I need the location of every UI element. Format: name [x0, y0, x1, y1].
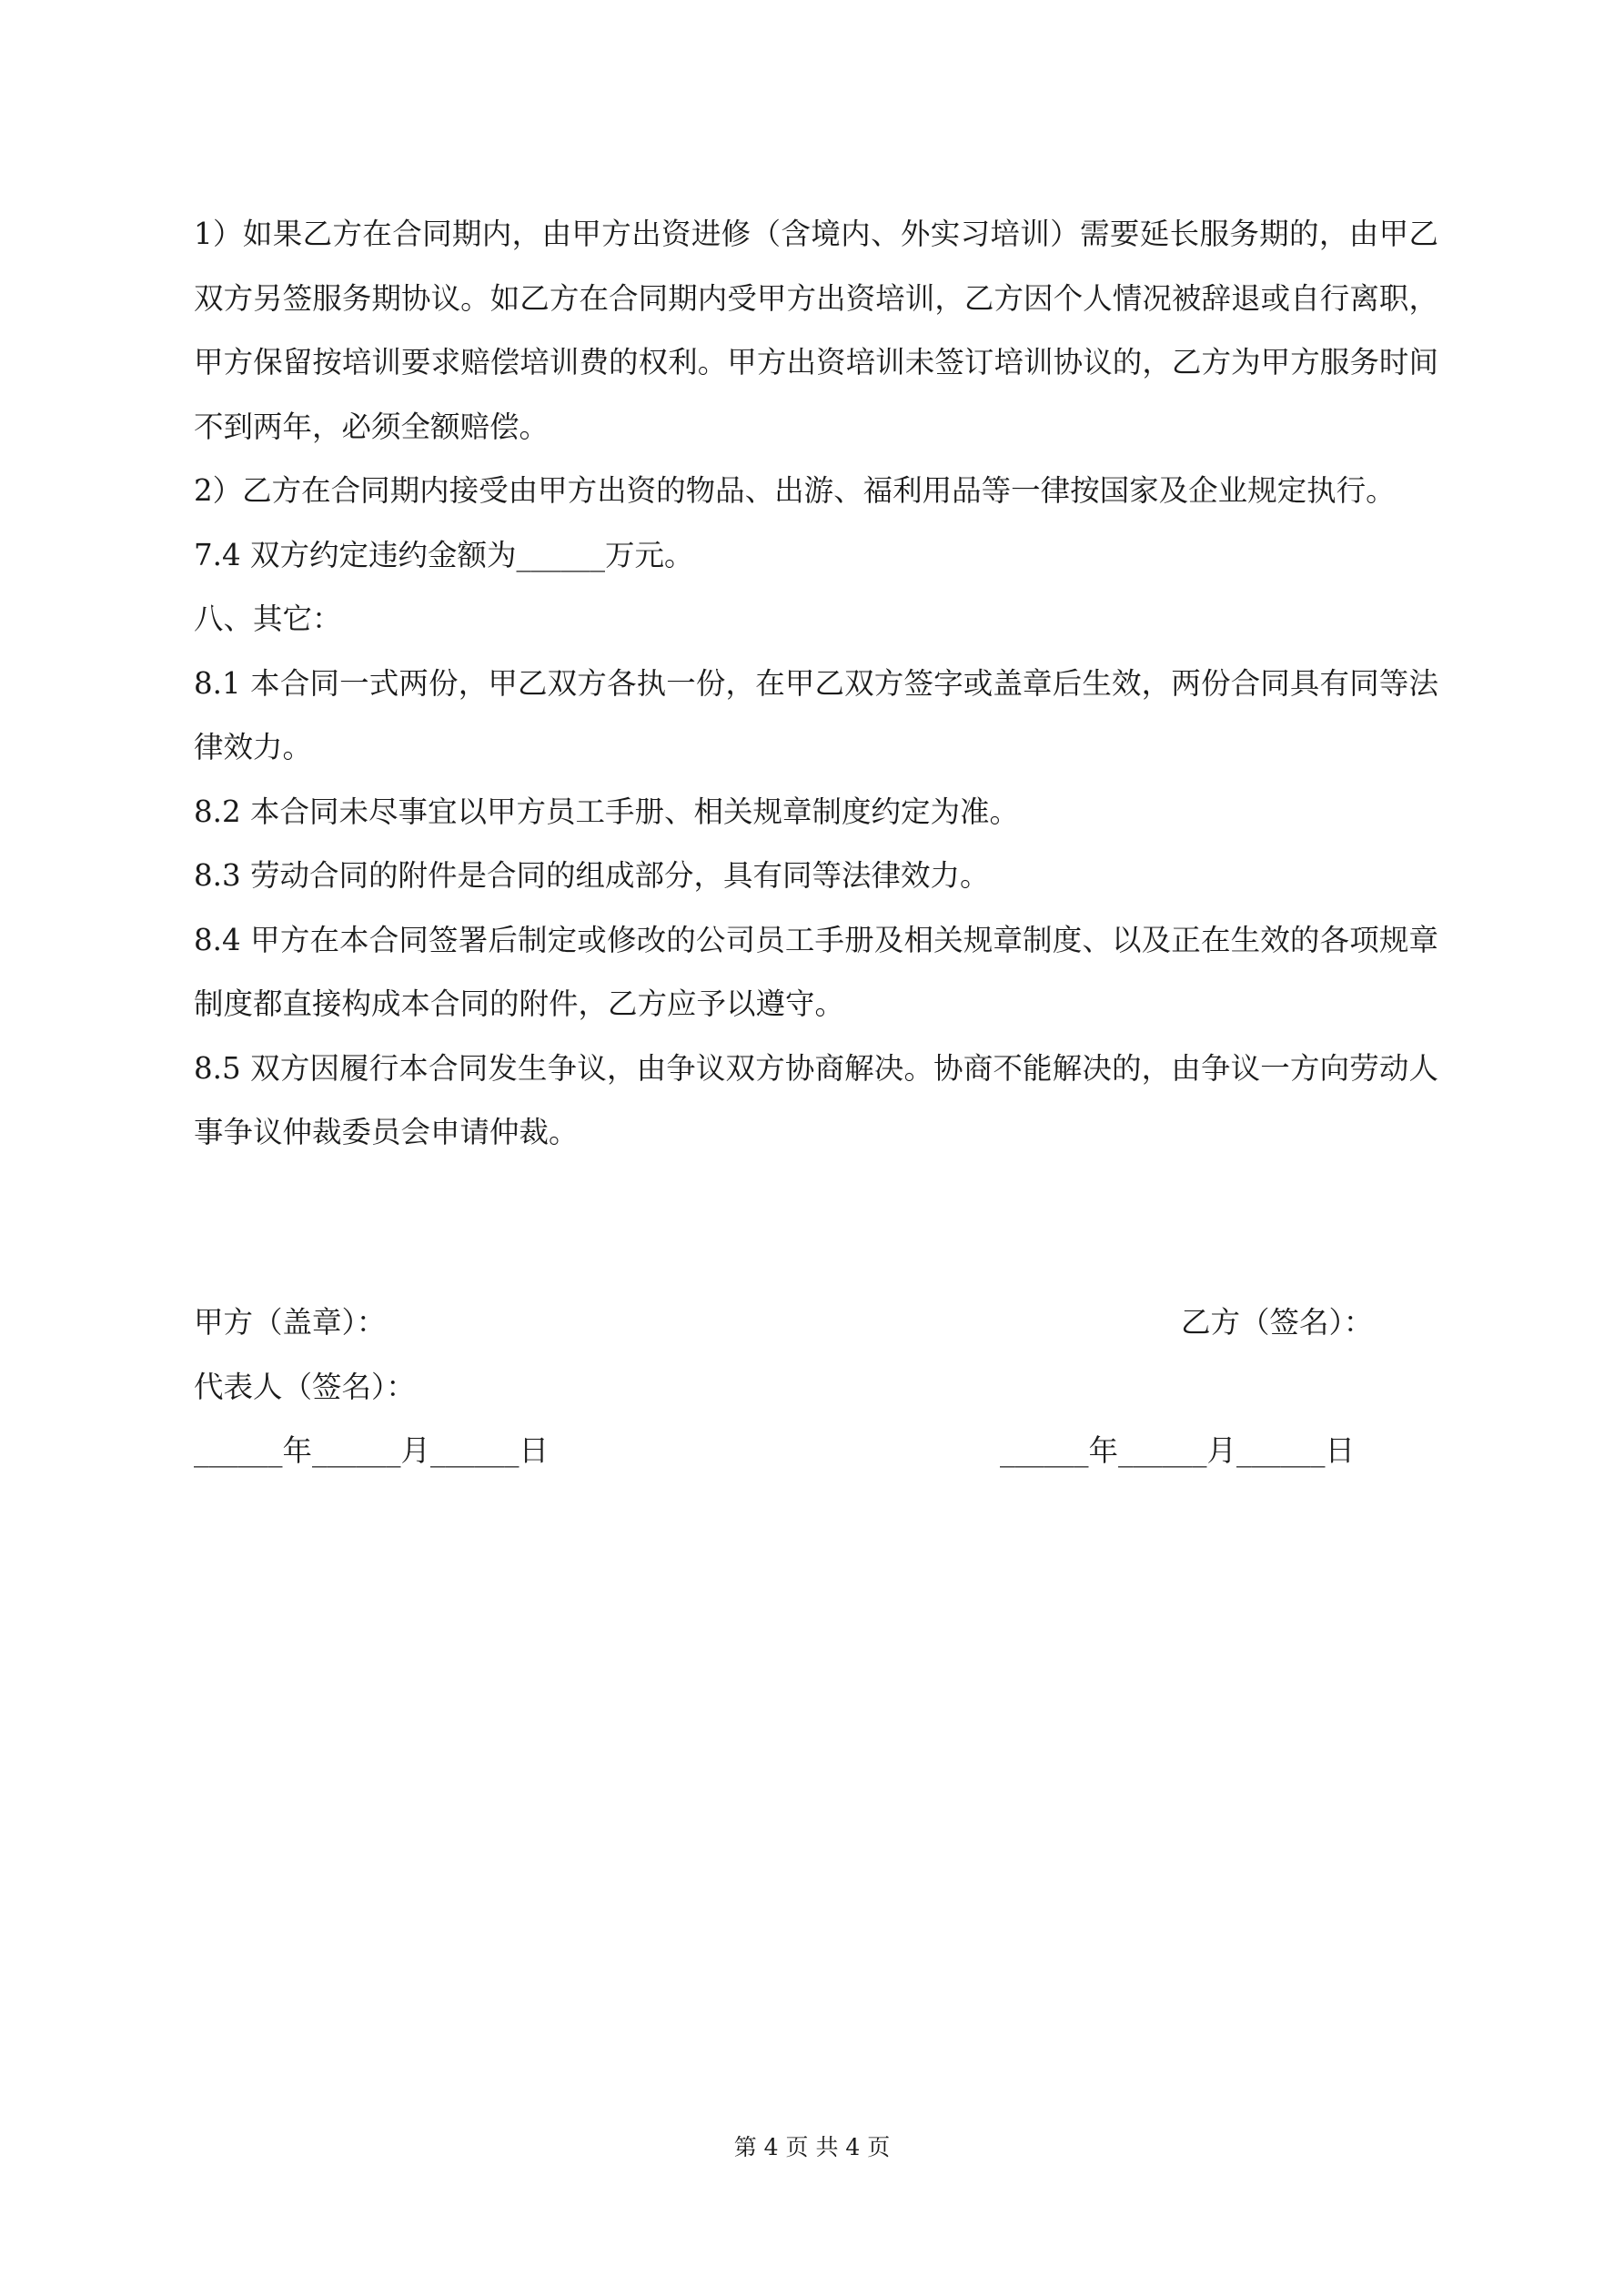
clause-benefits: 2）乙方在合同期内接受由甲方出资的物品、出游、福利用品等一律按国家及企业规定执行。 [194, 473, 1396, 508]
signature-row-representative [194, 1355, 1438, 1420]
clause-8-3: 8.3 劳动合同的附件是合同的组成部分，具有同等法律效力。 [194, 858, 990, 893]
clause-training-compensation: 1）如果乙方在合同期内，由甲方出资进修（含境内、外实习培训）需要延长服务期的，由甲乙双方另签服务期协议。如乙方在合同期内受甲方出资培训，乙方因个人情况被辞退或自行离职，甲方保留按培训要求赔偿培训费的权利。甲方出资培训未签订培训协议的，乙方为甲方服务时间不到两年，必须全额赔偿。 [194, 217, 1438, 444]
clause-8-4: 8.4 甲方在本合同签署后制定或修改的公司员工手册及相关规章制度、以及正在生效的各项规章制度都直接构成本合同的附件，乙方应予以遵守。 [194, 922, 1438, 1021]
signature-row-parties [194, 1290, 1438, 1355]
clause-8-2: 8.2 本合同未尽事宜以甲方员工手册、相关规章制度约定为准。 [194, 794, 1020, 829]
party-a-date-line: ______年______月______日 [194, 1433, 550, 1468]
clause-8-1: 8.1 本合同一式两份，甲乙双方各执一份，在甲乙双方签字或盖章后生效，两份合同具有同等法律效力。 [194, 665, 1438, 764]
signature-row-dates [194, 1419, 1438, 1483]
clause-8-5: 8.5 双方因履行本合同发生争议，由争议双方协商解决。协商不能解决的，由争议一方向劳动人事争议仲裁委员会申请仲裁。 [194, 1050, 1438, 1149]
party-a-seal-label: 甲方（盖章）： [194, 1305, 387, 1340]
section-heading-other: 八、其它： [194, 602, 342, 636]
party-b-signature-label: 乙方（签名）： [1181, 1305, 1374, 1340]
signature-block [194, 1290, 1438, 1483]
page-number: 第 4 页 共 4 页 [733, 2134, 891, 2160]
clause-7-4-penalty: 7.4 双方约定违约金额为______万元。 [194, 537, 694, 572]
party-b-date-line: ______年______月______日 [1000, 1433, 1356, 1468]
representative-signature-label: 代表人（签名）： [194, 1369, 416, 1404]
contract-body [194, 202, 1438, 1165]
